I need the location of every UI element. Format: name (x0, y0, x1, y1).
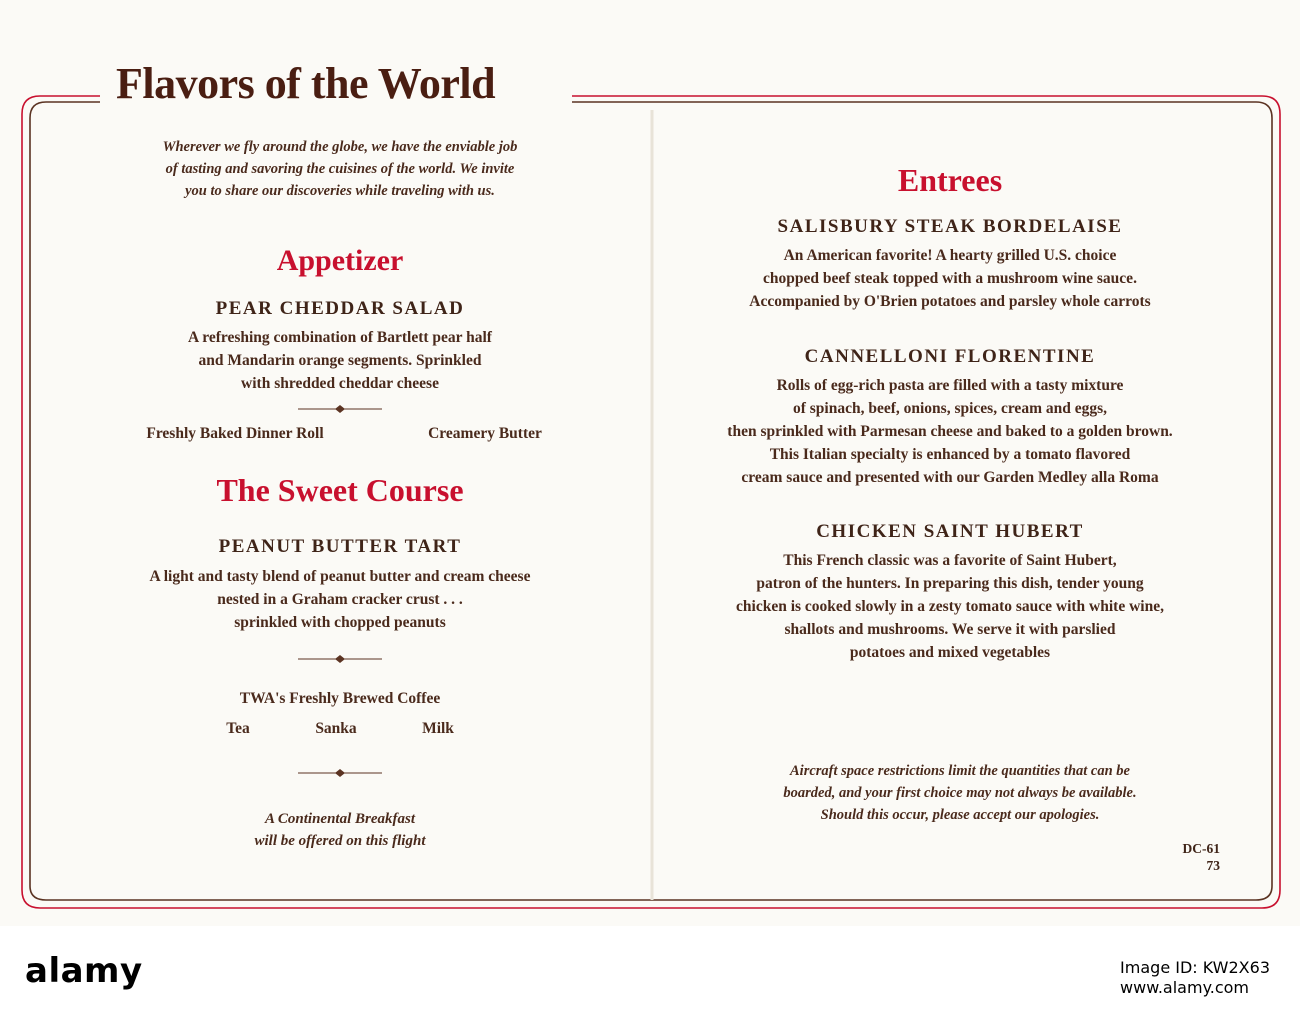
appetizer-heading: Appetizer (276, 244, 404, 277)
side-creamery-butter: Creamery Butter (428, 425, 542, 442)
appetizer-item-title: PEAR CHEDDAR SALAD (215, 298, 465, 319)
entree-3-title: CHICKEN SAINT HUBERT (816, 521, 1084, 542)
entree-3-description: This French classic was a favorite of Saint Hubert, patron of the hunters. In preparing this dish, tender young chicken is cooked slowly in a zesty tomato sauce with white wine, shallots and mushrooms. We serve it with parslied potatoes and mixed vegetables (736, 552, 1164, 661)
beverage-milk: Milk (422, 720, 454, 737)
menu-title: Flavors of the World (110, 58, 572, 109)
sweet-description: A light and tasty blend of peanut butter and cream cheese nested in a Graham cracker crust . . . sprinkled with chopped peanuts (149, 568, 531, 631)
disclaimer: Aircraft space restrictions limit the quantities that can be boarded, and your first choice may not always be available. Should this occur, please accept our apologies. (783, 763, 1137, 823)
appetizer-description: A refreshing combination of Bartlett pear half and Mandarin orange segments. Sprinkled with shredded cheddar cheese (188, 329, 492, 392)
breakfast-note: A Continental Breakfast will be offered on this flight (254, 811, 426, 849)
entree-1-description: An American favorite! A hearty grilled U.S. choice chopped beef steak topped with a mushroom wine sauce. Accompanied by O'Brien potatoes and parsley whole carrots (749, 247, 1151, 310)
divider-2 (298, 655, 382, 663)
beverage-tea: Tea (226, 720, 250, 737)
entree-1-title: SALISBURY STEAK BORDELAISE (777, 216, 1123, 237)
coffee-line: TWA's Freshly Brewed Coffee (239, 690, 441, 707)
alamy-logo[interactable]: alamy (25, 951, 143, 991)
stock-watermark-bar (0, 926, 1300, 1015)
entree-2-description: Rolls of egg-rich pasta are filled with a tasty mixture of spinach, beef, onions, spices, cream and eggs, then sprinkled with Parmesan cheese and baked to a golden brown. This Italian specialty is enhanced by a tomato flavored cream sauce and presented with our Garden Medley alla Roma (727, 377, 1173, 486)
image-id-label: Image ID: KW2X63 www.alamy.com (1120, 958, 1270, 997)
intro-text: Wherever we fly around the globe, we have the enviable job of tasting and savoring the cuisines of the world. We invite you to share our discoveries while traveling with us. (162, 139, 518, 199)
entrees-heading: Entrees (897, 162, 1003, 198)
sweet-course-heading: The Sweet Course (216, 472, 464, 508)
entree-2-title: CANNELLONI FLORENTINE (804, 346, 1096, 367)
divider-3 (298, 769, 382, 777)
divider-1 (298, 405, 382, 413)
flight-code: DC-61 73 (1182, 841, 1220, 873)
sweet-item-title: PEANUT BUTTER TART (218, 536, 462, 557)
beverage-sanka: Sanka (315, 720, 357, 737)
side-dinner-roll: Freshly Baked Dinner Roll (146, 425, 324, 442)
